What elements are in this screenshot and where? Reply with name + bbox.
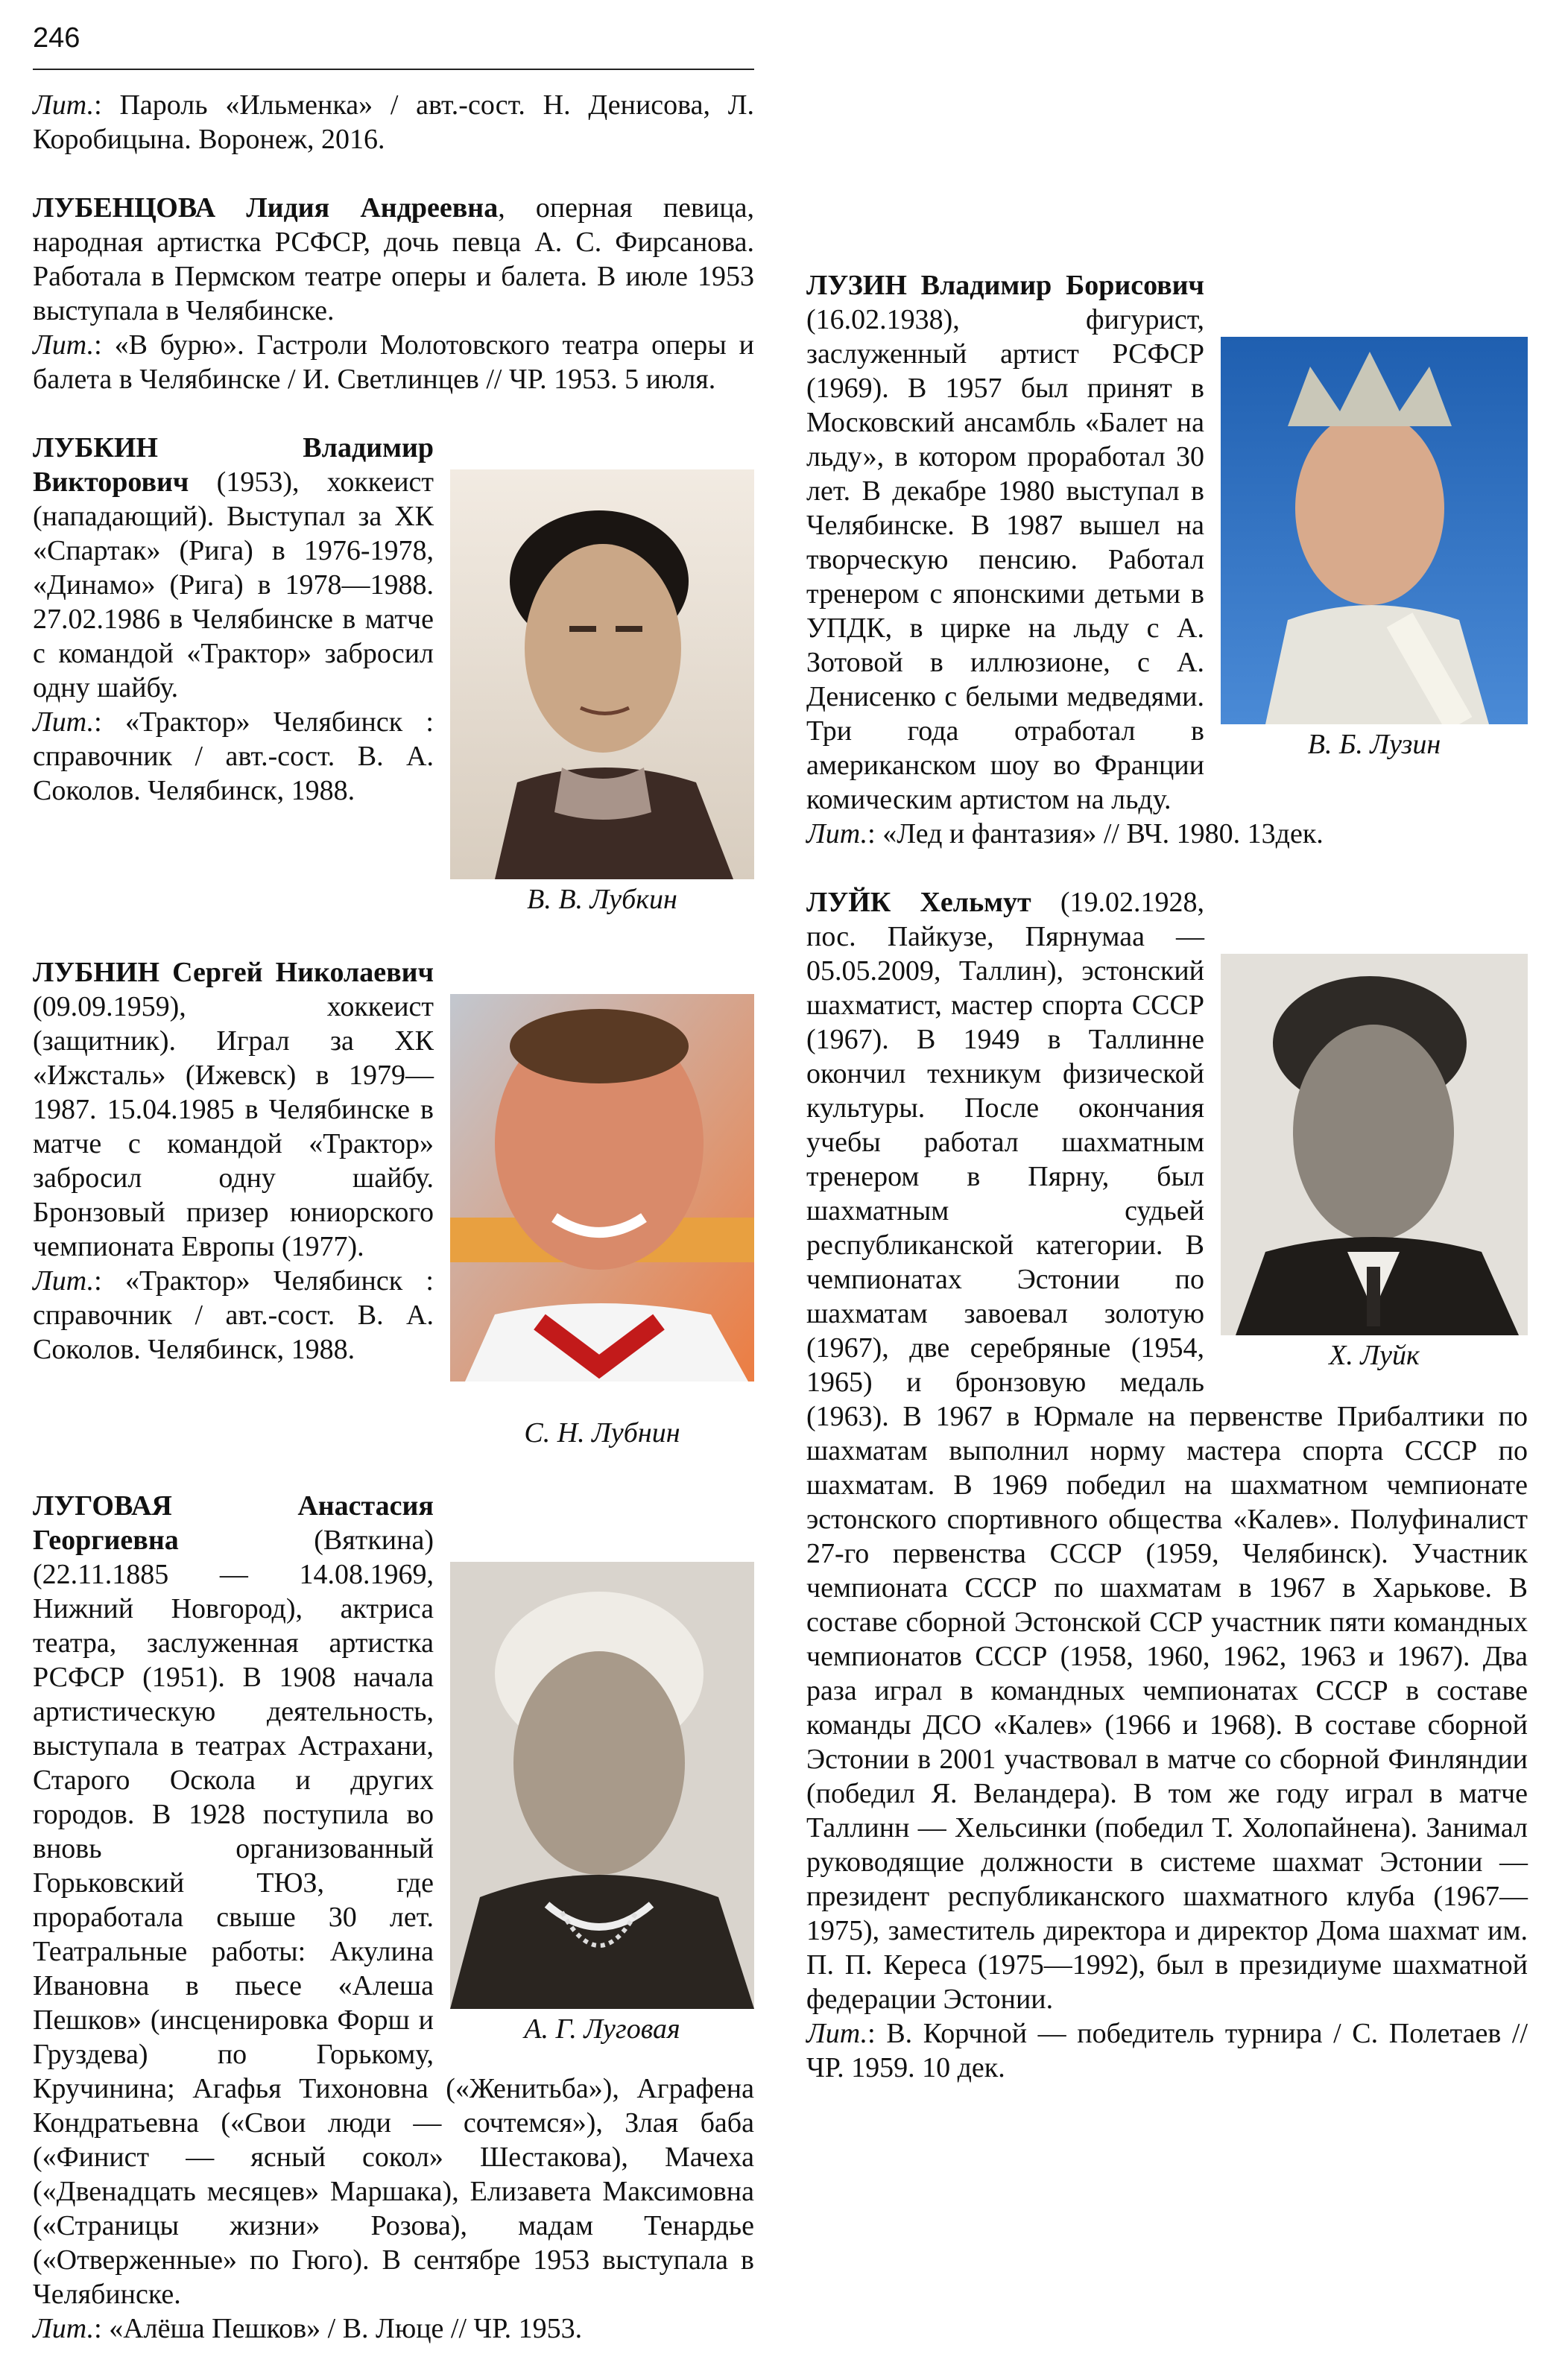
lit-text: : «Алёша Пешков» / В. Люце // ЧР. 1953.	[94, 2313, 583, 2344]
entry-body: (09.09.1959), хоккеист (защитник). Играл за ХК «Ижсталь» (Ижевск) в 1979—1987. 15.04.1985 в Челябинске в матче с командой «Трактор» забросил одну шайбу. Бронзовый призер юниорского чемпионата Европы (1977).	[33, 991, 434, 1262]
lubkin-photo	[450, 469, 754, 917]
photo-caption: В. В. Лубкин	[527, 884, 677, 915]
photo-caption: А. Г. Луговая	[524, 2013, 680, 2045]
photo-caption: В. Б. Лузин	[1307, 729, 1441, 760]
page-number: 246	[33, 22, 80, 54]
luik-photo	[1221, 954, 1528, 1373]
lit-text: : «Трактор» Челябинск : справочник / авт.-сост. В. А. Соколов. Челябинск, 1988.	[33, 706, 434, 806]
entry-body: , оперная певица, народная артистка РСФСР, дочь певца А. С. Фирсанова. Работала в Пермском театре оперы и балета. В июле 1953 выступала в Челябинске.	[33, 192, 754, 326]
photo-caption: С. Н. Лубнин	[524, 1417, 680, 1449]
lit-label: Лит.	[33, 329, 95, 361]
lugovaya-photo	[450, 1562, 754, 2046]
luik-portrait	[1221, 954, 1528, 1335]
entry-body: (19.02.1928, пос. Пайкузе, Пярнумаа — 05.05.2009, Таллин), эстонский шахматист, мастер спорта СССР (1967). В 1949 в Таллинне окончил техникум физической культуры. После окончания учебы работал шахматным тренером в Пярну, был шахматным судьей республиканской категории. В чемпионатах Эстонии по шахматам завоевал золотую (1967), две серебряные (1954, 1965) и бронзовую медаль (1963). В 1967 в Юрмале на первенстве Прибалтики по шахматам выполнил норму мастера спорта СССР по шахматам. В 1969 победил на шахматном чемпионате эстонского спортивного общества «Калев». Полуфиналист 27-го первенства СССР (1959, Челябинск). Участник чемпионата СССР по шахматам в 1967 в Харькове. В составе сборной Эстонской ССР участник пяти командных чемпионатов СССР (1958, 1960, 1962, 1963 и 1967). Два раза играл в командных чемпионатах СССР в составе команды ДСО «Калев» (1966 и 1968). В составе сборной Эстонии в 2001 участвовал в матче со сборной Финляндии (победил Я. Веландера). В том же году играл в матче Таллинн — Хельсинки (победил Т. Холопайнена). Занимал руководящие должности в системе шахмат Эстонии — президент республиканского шахматного клуба (1967—1975), заместитель директора и директор Дома шахмат им. П. П. Кереса (1975—1992), был в президиуме шахматной федерации Эстонии.	[806, 887, 1528, 2015]
lubnin-portrait	[450, 994, 754, 1382]
luzin-photo	[1221, 337, 1528, 762]
entry-lit-continuation	[33, 88, 754, 156]
entry-lubkin	[33, 431, 754, 921]
lit-text: : «В бурю». Гастроли Молотовского театра оперы и балета в Челябинске / И. Светлинцев // ЧР. 1953. 5 июля.	[33, 329, 754, 395]
entry-body: (Вяткина) (22.11.1885 — 14.08.1969, Нижний Новгород), актриса театра, заслуженная артистка РСФСР (1951). В 1908 начала артистическую деятельность, выступала в театрах Астрахани, Старого Оскола и других городов. В 1928 поступила во вновь организованный Горьковский ТЮЗ, где проработала свыше 30 лет. Театральные работы: Акулина Ивановна в пьесе «Алеша Пешков» (инсценировка Форш и Груздева) по Горькому, Кручинина; Агафья Тихоновна («Женитьба»), Аграфена Кондратьевна («Свои люди — сочтемся»), Злая баба («Финист — ясный сокол» Шестакова), Мачеха («Двенадцать месяцев» Маршака), Елизавета Максимовна («Страницы жизни» Розова), мадам Тенардье («Отверженные» по Гюго). В сентябре 1953 выступала в Челябинске.	[33, 1525, 754, 2310]
entry-lugovaya	[33, 1489, 754, 2346]
entry-name: ЛУГОВАЯ Анастасия Георгиевна	[33, 1490, 434, 1556]
entry-body: (1953), хоккеист (нападающий). Выступал за ХК «Спартак» (Рига) в 1976-1978, «Динамо» (Рига) в 1978—1988. 27.02.1986 в Челябинске в матче с командой «Трактор» забросил одну шайбу.	[33, 466, 434, 703]
entry-name: ЛУБЕНЦОВА Лидия Андреевна	[33, 192, 499, 224]
left-column	[33, 88, 754, 2380]
lit-text: : «Трактор» Челябинск : справочник / авт.-сост. В. А. Соколов. Челябинск, 1988.	[33, 1265, 434, 1365]
right-column	[806, 268, 1528, 2119]
entry-lubnin	[33, 955, 754, 1455]
lit-text: : В. Корчной — победитель турнира / С. Полетаев // ЧР. 1959. 10 дек.	[806, 2018, 1528, 2083]
luzin-portrait	[1221, 337, 1528, 724]
lit-label: Лит.	[33, 1265, 95, 1297]
lit-label: Лит.	[33, 2313, 95, 2344]
lit-text: : «Лед и фантазия» // ВЧ. 1980. 13дек.	[867, 818, 1324, 849]
lubnin-photo	[450, 994, 754, 1450]
entry-name: ЛУБНИН Сергей Николаевич	[33, 957, 434, 988]
header-rule	[33, 69, 754, 70]
lubkin-portrait	[450, 469, 754, 879]
entry-name: ЛУЗИН Владимир Борисович	[806, 270, 1204, 301]
photo-caption: Х. Луйк	[1329, 1340, 1420, 1371]
lit-label: Лит.	[33, 706, 95, 738]
lit-label: Лит.	[806, 2018, 868, 2049]
entry-name: ЛУБКИН Владимир Викторович	[33, 432, 434, 498]
lit-label: Лит.	[806, 818, 868, 849]
entry-lubentsova	[33, 191, 754, 396]
lit-text: : Пароль «Ильменка» / авт.-сост. Н. Денисова, Л. Коробицына. Воронеж, 2016.	[33, 89, 754, 155]
lugovaya-portrait	[450, 1562, 754, 2009]
entry-name: ЛУЙК Хельмут	[806, 887, 1031, 918]
entry-luik	[806, 885, 1528, 2085]
lit-label: Лит.	[33, 89, 95, 121]
entry-body: (16.02.1938), фигурист, заслуженный артист РСФСР (1969). В 1957 был принят в Московский ансамбль «Балет на льду», в котором проработал 30 лет. В декабре 1980 выступал в Челябинске. В 1987 вышел на творческую пенсию. Работал тренером с японскими детьми в УПДК, в цирке на льду с А. Зотовой в иллюзионе, с А. Денисенко с белыми медведями. Три года отработал в американском шоу во Франции комическим артистом на льду.	[806, 304, 1204, 815]
entry-luzin	[806, 268, 1528, 851]
